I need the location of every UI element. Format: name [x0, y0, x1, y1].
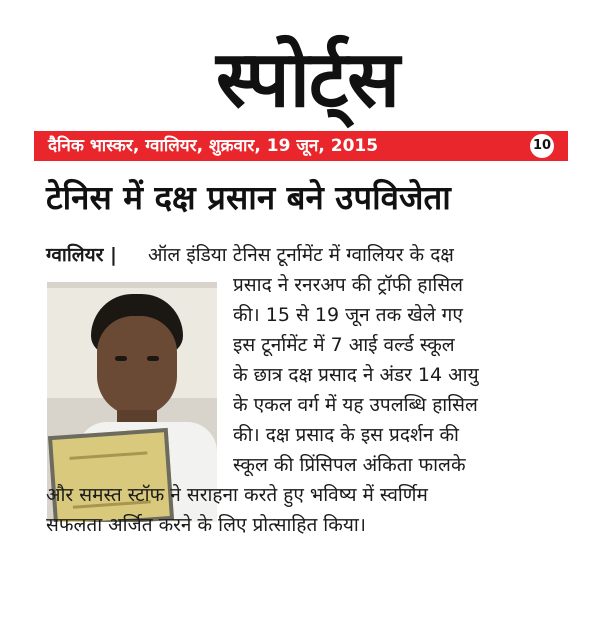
- article-line: की। दक्ष प्रसाद के इस प्रदर्शन की: [233, 424, 459, 446]
- dateline-bar: [34, 131, 568, 161]
- article-line: के एकल वर्ग में यह उपलब्धि हासिल: [233, 394, 478, 416]
- article-line: की। 15 से 19 जून तक खेले गए: [233, 304, 463, 326]
- photo-eye: [147, 356, 159, 361]
- article-headline: टेनिस में दक्ष प्रसान बने उपविजेता: [46, 178, 451, 217]
- dateline-text: दैनिक भास्कर, ग्वालियर, शुक्रवार, 19 जून, 2015: [48, 136, 379, 156]
- article-line: इस टूर्नामेंट में 7 आई वर्ल्ड स्कूल: [233, 334, 455, 356]
- photo-eye: [115, 356, 127, 361]
- article-line: प्रसाद ने रनरअप की ट्रॉफी हासिल: [233, 274, 464, 296]
- article-line: के छात्र दक्ष प्रसाद ने अंडर 14 आयु: [233, 364, 479, 386]
- page-number-badge: 10: [530, 134, 554, 158]
- article-line: सफलता अर्जित करने के लिए प्रोत्साहित किया।: [46, 514, 366, 536]
- article-place: ग्वालियर |: [46, 244, 117, 266]
- article-line: ऑल इंडिया टेनिस टूर्नामेंट में ग्वालियर के दक्ष: [148, 244, 454, 266]
- article-line: और समस्त स्टॉफ ने सराहना करते हुए भविष्य में स्वर्णिम: [46, 484, 428, 506]
- section-masthead: स्पोर्ट्स: [216, 35, 399, 125]
- photo-face: [97, 316, 177, 416]
- article-line: स्कूल की प्रिंसिपल अंकिता फालके: [233, 454, 466, 476]
